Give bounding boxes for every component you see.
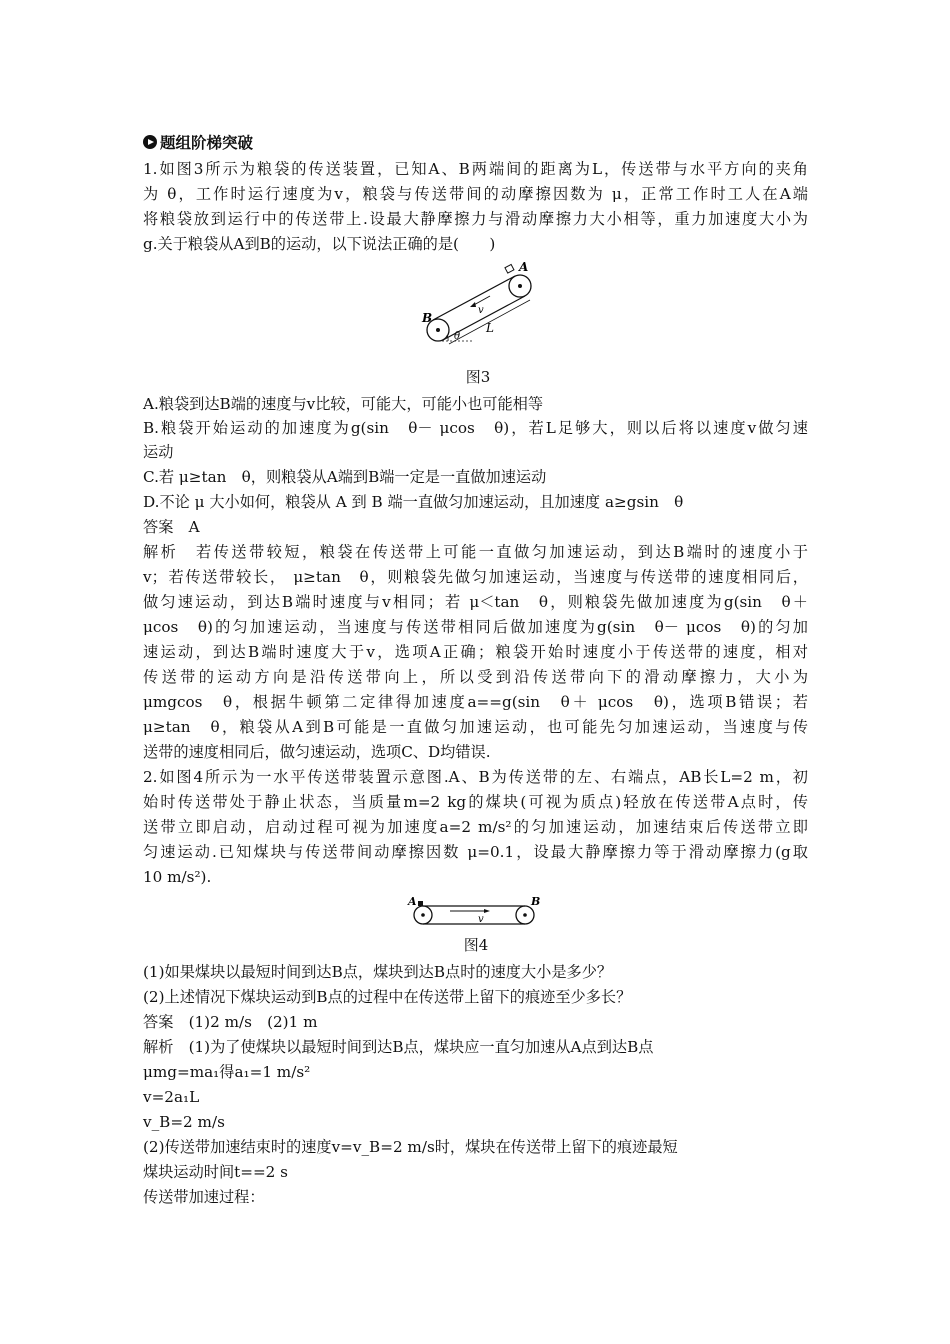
q2-stem-line: 始时传送带处于静止状态，当质量m=2 kg的煤块(可视为质点)轻放在传送带A点时，传 xyxy=(143,793,808,811)
roller-a-axle xyxy=(518,284,522,288)
label-theta: θ xyxy=(454,331,461,342)
q1-option-b: B.粮袋开始运动的加速度为g(sin θ－ μcos θ)，若L足够大，则以后将以速度v做匀速 xyxy=(143,419,808,437)
figure-4-horizontal-conveyor xyxy=(404,893,549,929)
q1-analysis-line: 送带的速度相同后，做匀速运动，选项C、D均错误. xyxy=(143,743,491,761)
belt-top xyxy=(433,276,515,320)
q1-option-a: A.粮袋到达B端的速度与v比较，可能大，可能小也可能相等 xyxy=(143,395,544,413)
q1-stem-line: 为 θ，工作时运行速度为v，粮袋与传送带间的动摩擦因数为 μ，正常工作时工人在A端 xyxy=(143,185,808,203)
label-a: A xyxy=(408,895,417,908)
q2-answer: 答案 (1)2 m/s (2)1 m xyxy=(143,1013,318,1031)
q1-option-b-cont: 运动 xyxy=(143,443,174,461)
q2-stem-line: 送带立即启动，启动过程可视为加速度a=2 m/s²的匀加速运动，加速结束后传送带立即 xyxy=(143,818,808,836)
q1-analysis-line: v；若传送带较长， μ≥tan θ，则粮袋先做匀加速运动，当速度与传送带的速度相同后， xyxy=(143,568,808,586)
velocity-arrowhead xyxy=(484,909,490,913)
q1-stem-line: 1.如图3所示为粮袋的传送装置，已知A、B两端间的距离为L，传送带与水平方向的夹角 xyxy=(143,160,808,178)
q1-analysis-line: 做匀速运动，到达B端时速度与v相同；若 μ＜tan θ，则粮袋先做加速度为g(sin θ＋ xyxy=(143,593,808,611)
q1-analysis-line: μ≥tan θ，粮袋从A到B可能是一直做匀加速运动，也可能先匀加速运动，当速度与传 xyxy=(143,718,808,736)
roller-a-axle xyxy=(421,913,425,917)
play-icon xyxy=(143,135,157,149)
q2-analysis-line: 传送带加速过程： xyxy=(143,1188,265,1206)
q2-question-1: (1)如果煤块以最短时间到达B点，煤块到达B点时的速度大小是多少？ xyxy=(143,963,613,981)
label-b: B xyxy=(422,311,433,325)
q2-question-2: (2)上述情况下煤块运动到B点的过程中在传送带上留下的痕迹至少多长？ xyxy=(143,988,632,1006)
figure-4-caption: 图4 xyxy=(463,936,489,954)
grain-bag xyxy=(505,264,514,273)
q2-analysis-line: μmg=ma₁得a₁=1 m/s² xyxy=(143,1063,311,1081)
q1-stem-line: 将粮袋放到运行中的传送带上.设最大静摩擦力与滑动摩擦力大小相等，重力加速度大小为 xyxy=(143,210,808,228)
q2-stem-line: 匀速运动.已知煤块与传送带间动摩擦因数 μ=0.1，设最大静摩擦力等于滑动摩擦力(g取 xyxy=(143,843,808,861)
figure-3-caption: 图3 xyxy=(465,368,491,386)
label-v: v xyxy=(478,305,484,316)
q1-answer: 答案 A xyxy=(143,518,200,536)
q1-analysis-line: 传送带的运动方向是沿传送带向上，所以受到沿传送带向下的滑动摩擦力，大小为 xyxy=(143,668,808,686)
figure-3-inclined-conveyor xyxy=(412,258,547,353)
q1-stem-line: g.关于粮袋从A到B的运动，以下说法正确的是( ) xyxy=(143,235,496,253)
q1-option-c: C.若 μ≥tan θ，则粮袋从A端到B端一定是一直做加速运动 xyxy=(143,468,547,486)
q2-analysis-line: (2)传送带加速结束时的速度v=v_B=2 m/s时，煤块在传送带上留下的痕迹最短 xyxy=(143,1138,678,1156)
q1-option-d: D.不论 μ 大小如何，粮袋从 A 到 B 端一直做匀加速运动，且加速度 a≥gsin θ xyxy=(143,493,684,511)
q1-analysis-line: μcos θ)的匀加速运动，当速度与传送带相同后做加速度为g(sin θ－ μcos θ)的匀加 xyxy=(143,618,808,636)
roller-b-axle xyxy=(523,913,527,917)
velocity-arrowhead xyxy=(470,302,476,307)
q1-analysis-line: 速运动，到达B端时速度大于v，选项A正确；粮袋开始时速度小于传送带的速度，相对 xyxy=(143,643,808,661)
label-b: B xyxy=(531,895,541,908)
label-l: L xyxy=(486,321,494,335)
q1-analysis-line: 解析 若传送带较短，粮袋在传送带上可能一直做匀加速运动，到达B端时的速度小于 xyxy=(143,543,808,561)
section-heading-text: 题组阶梯突破 xyxy=(160,134,254,152)
q2-analysis-line: 煤块运动时间t==2 s xyxy=(143,1163,288,1181)
roller-b-axle xyxy=(436,328,440,332)
coal-block xyxy=(418,901,423,906)
q2-analysis-line: v=2a₁L xyxy=(143,1088,200,1106)
q2-analysis-line: v_B=2 m/s xyxy=(143,1113,225,1131)
section-heading xyxy=(143,131,253,153)
q2-stem-line: 2.如图4所示为一水平传送带装置示意图.A、B为传送带的左、右端点，AB长L=2 m，初 xyxy=(143,768,808,786)
label-v: v xyxy=(478,914,484,925)
q2-stem-line: 10 m/s²). xyxy=(143,868,212,886)
label-a: A xyxy=(519,260,529,274)
q2-analysis-line: 解析 (1)为了使煤块以最短时间到达B点，煤块应一直匀加速从A点到达B点 xyxy=(143,1038,654,1056)
q1-analysis-line: μmgcos θ，根据牛顿第二定律得加速度a==g(sin θ＋ μcos θ)，选项B错误；若 xyxy=(143,693,808,711)
